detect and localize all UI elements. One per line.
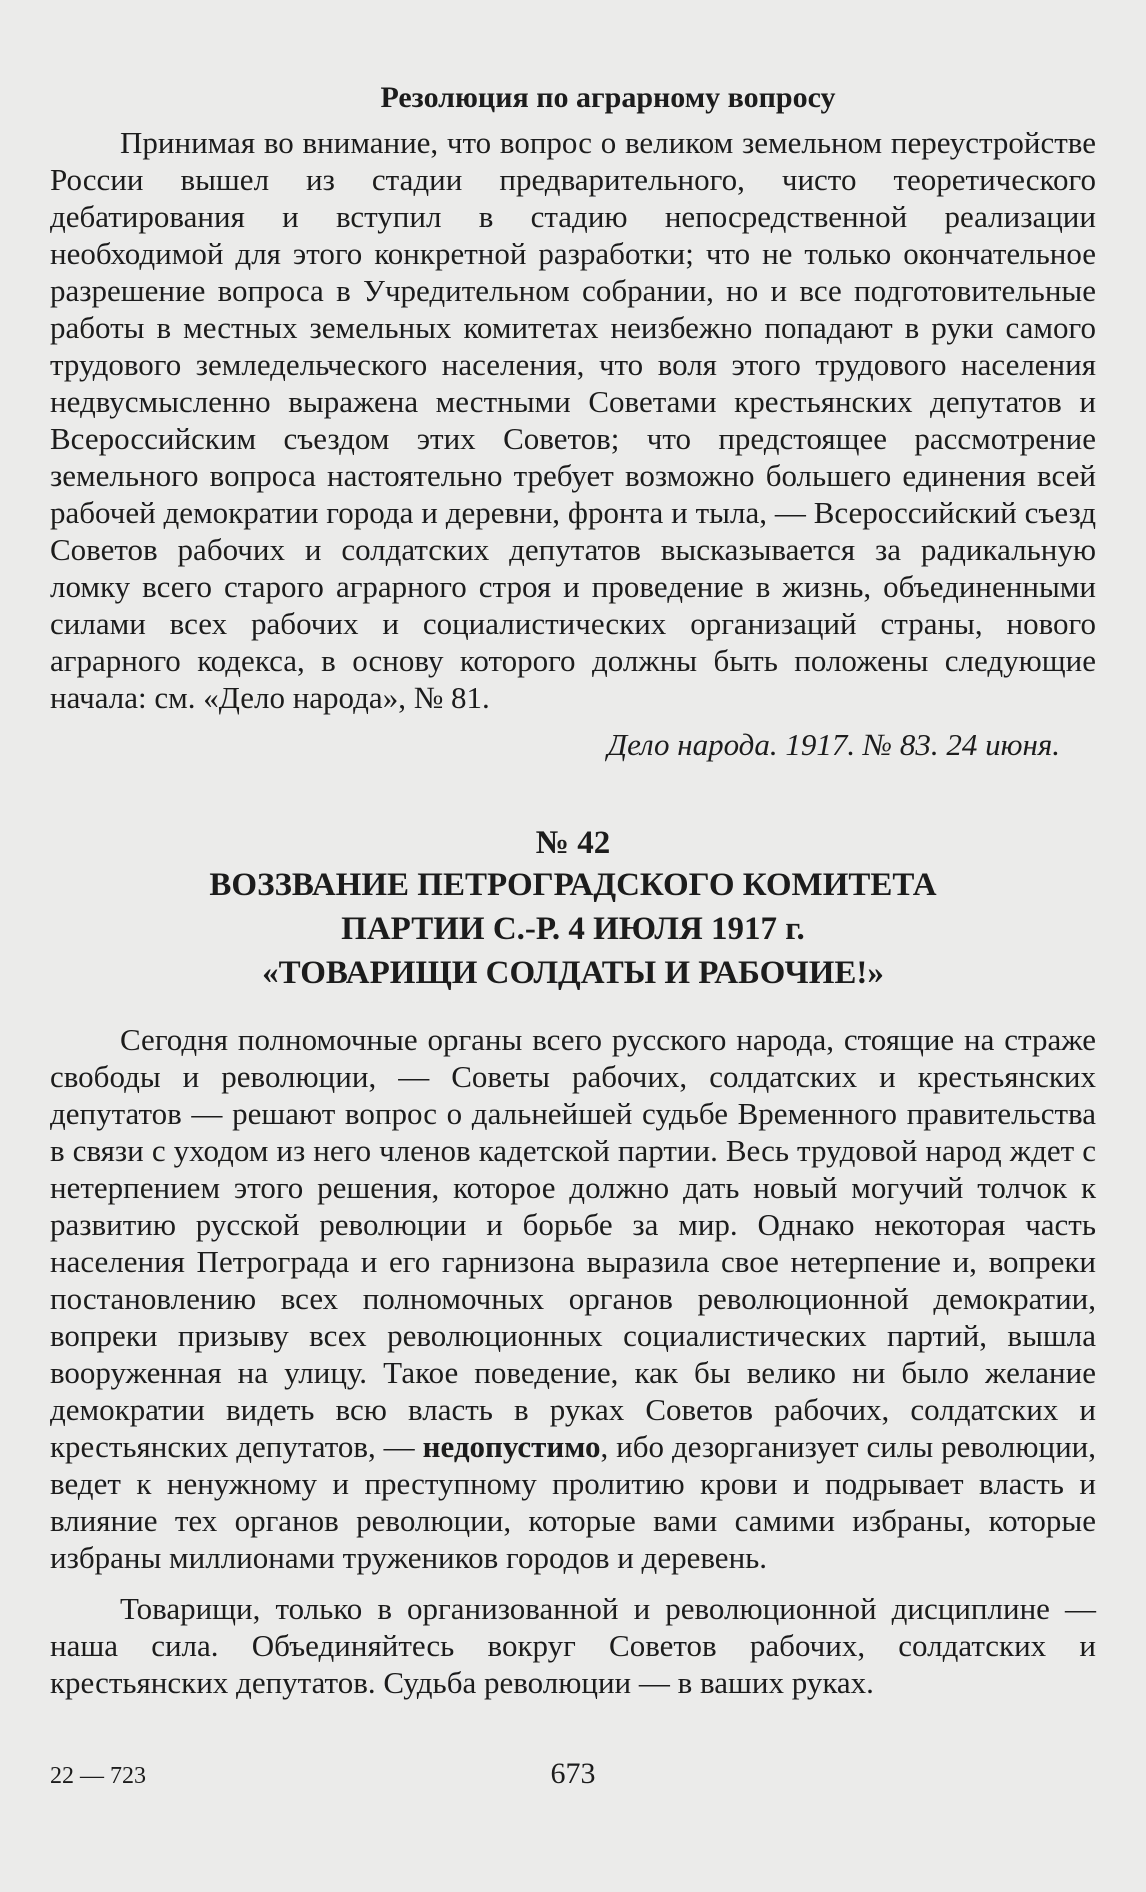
signature-mark: 22 — 723: [50, 1763, 146, 1789]
paragraph-1-text-a: Сегодня полномочные органы всего русского народа, стоящие на страже свободы и революции, — Советы рабочих, солдатских и крестьянских депутатов — решают вопрос о дальнейшей судьбе Временного правительства в связи с уходом из него членов кадетской партии. Весь трудовой народ ждет с нетерпением этого решения, которое должно дать новый могучий толчок к развитию русской революции и борьбе за мир. Однако некоторая часть населения Петрограда и его гарнизона выразила свое нетерпение и, вопреки постановлению всех полномочных органов революционной демократии, вопреки призыву всех революционных социалистических партий, вышла вооруженная на улицу. Такое поведение, как бы велико ни было желание демократии видеть всю власть в руках Советов рабочих, солдатских и крестьянских депутатов, —: [50, 1022, 1096, 1464]
resolution-source: Дело народа. 1917. № 83. 24 июня.: [607, 727, 1060, 762]
resolution-title: Резолюция по аграрному вопросу: [380, 81, 836, 114]
page-number: 673: [550, 1757, 596, 1790]
document-paragraph-2: Товарищи, только в организованной и революционной дисциплине — наша сила. Объединяйтесь вокруг Советов рабочих, солдатских и крестьянских депутатов. Судьба революции — в ваших руках.: [50, 1591, 1096, 1700]
page-content: [50, 80, 1096, 1701]
page-footer: [50, 1757, 1096, 1797]
document-number: № 42: [535, 825, 611, 861]
document-title-line-2: ПАРТИИ С.-Р. 4 ИЮЛЯ 1917 г.: [341, 911, 805, 947]
document-paragraph-1: [50, 1021, 1096, 1576]
document-title-line-1: ВОЗЗВАНИЕ ПЕТРОГРАДСКОГО КОМИТЕТА: [209, 867, 937, 903]
paragraph-1-text-b: , ибо дезорганизует силы революции, ведет к ненужному и преступному пролитию крови и подрывает власть и влияние тех органов революции, которые вами самими избраны, которые избраны миллионами тружеников городов и деревень.: [50, 1429, 1097, 1575]
document-subtitle: «ТОВАРИЩИ СОЛДАТЫ И РАБОЧИЕ!»: [262, 955, 884, 991]
paragraph-1-bold-word: недопустимо: [422, 1429, 601, 1464]
resolution-text: Принимая во внимание, что вопрос о великом земельном переустройстве России вышел из стадии предварительного, чисто теоретического дебатирования и вступил в стадию непосредственной реализации необходимой для этого конкретной разработки; что не только окончательное разрешение вопроса в Учредительном собрании, но и все подготовительные работы в местных земельных комитетах неизбежно попадают в руки самого трудового земледельческого населения, что воля этого трудового населения недвусмысленно выражена местными Советами крестьянских депутатов и Всероссийским съездом этих Советов; что предстоящее рассмотрение земельного вопроса настоятельно требует возможно большего единения всей рабочей демократии города и деревни, фронта и тыла, — Всероссийский съезд Советов рабочих и солдатских депутатов высказывается за радикальную ломку всего старого аграрного строя и проведение в жизнь, объединенными силами всех рабочих и социалистических организаций страны, нового аграрного кодекса, в основу которого должны быть положены следующие начала: см. «Дело народа», № 81.: [50, 125, 1096, 715]
